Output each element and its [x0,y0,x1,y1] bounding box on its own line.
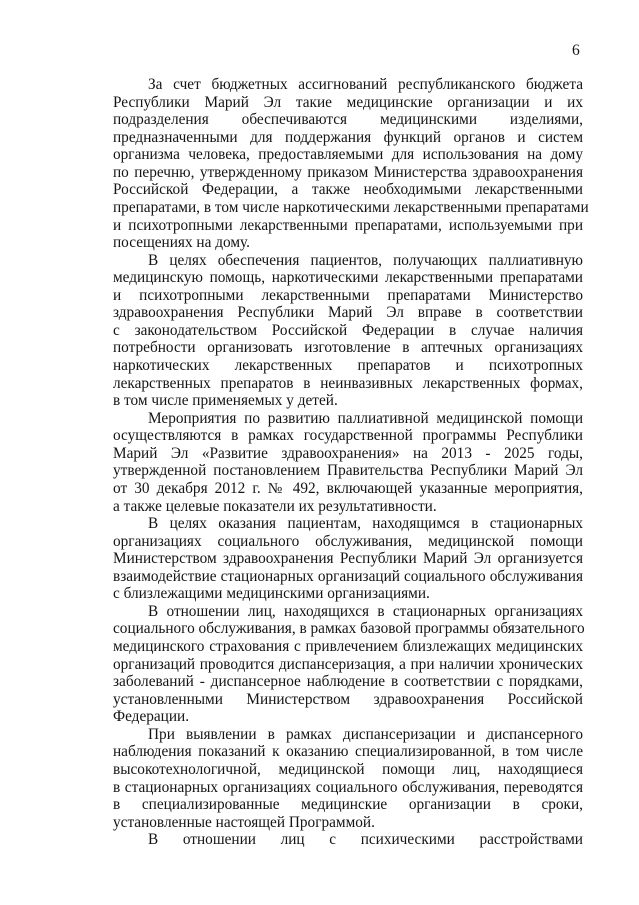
text-line: В отношении лиц с психическими расстройствами [148,831,583,849]
paragraph [113,603,583,726]
text-line: Российской Федерации, а также необходимыми лекарственными [113,181,583,199]
text-line: потребности организовать изготовление в аптечных организациях [113,339,583,357]
text-line: организаций проводится диспансеризация, а при наличии хронических [113,655,583,673]
text-line: медицинского страхования с привлечением близлежащих медицинских [113,638,583,655]
text-line: медицинскую помощь, наркотическими лекарственными препаратами [113,269,583,287]
text-line: а также целевые показатели их результативности. [113,497,437,515]
text-line: взаимодействие стационарных организаций социального обслуживания [113,567,583,585]
text-line: в том числе применяемых у детей. [113,392,338,410]
text-line: посещениях на дому. [113,234,250,252]
text-line: Министерством здравоохранения Республики Марий Эл организуется [113,550,583,568]
text-line: Республики Марий Эл такие медицинские организации и их [113,93,583,111]
text-line: по перечню, утвержденному приказом Министерства здравоохранения [113,163,583,181]
text-line: осуществляются в рамках государственной программы Республики [113,427,583,445]
text-line: социального обслуживания, в рамках базовой программы обязательного [113,620,585,638]
text-line: и психотропными лекарственными препаратами, используемыми при [113,216,583,234]
text-line: Марий Эл «Развитие здравоохранения» на 2013 - 2025 годы, [113,444,583,462]
text-line: от 30 декабря 2012 г. № 492, включающей указанные мероприятия, [113,479,583,497]
text-line: и психотропными лекарственными препаратами Министерство [113,286,583,304]
text-line: в стационарных организациях социального обслуживания, переводятся [113,778,583,796]
page-number: 6 [572,42,580,59]
text-line: наркотических лекарственных препаратов и психотропных [113,357,583,374]
text-line: препаратами, в том числе наркотическими лекарственными препаратами [113,198,589,216]
text-line: За счет бюджетных ассигнований республиканского бюджета [148,76,583,93]
text-line: лекарственных препаратов в неинвазивных лекарственных формах, [113,374,583,392]
paragraph [113,515,583,603]
text-line: подразделения обеспечиваются медицинскими изделиями, [113,111,583,129]
paragraph [113,252,583,410]
text-line: наблюдения показаний к оказанию специализированной, в том числе [113,743,583,761]
text-line: В целях обеспечения пациентов, получающих паллиативную [148,251,583,269]
paragraph [113,410,583,515]
text-line: с близлежащими медицинскими организациями. [113,585,430,603]
text-line: организма человека, предоставляемыми для использования на дому [113,146,583,164]
text-line: в специализированные медицинские организации в сроки, [113,796,583,814]
text-line: с законодательством Российской Федерации в случае наличия [113,321,583,339]
document-body [113,76,589,849]
text-line: установленными Министерством здравоохранения Российской [113,690,583,708]
paragraph [113,76,589,252]
text-line: Федерации. [113,708,190,726]
text-line: высокотехнологичной, медицинской помощи лиц, находящиеся [113,760,583,778]
paragraph [113,831,583,849]
text-line: При выявлении в рамках диспансеризации и диспансерного [148,725,583,743]
text-line: В целях оказания пациентам, находящимся в стационарных [148,515,583,533]
text-line: утвержденной постановлением Правительства Республики Марий Эл [113,462,583,480]
text-line: установленные настоящей Программой. [113,813,375,831]
text-line: предназначенными для поддержания функций органов и систем [113,128,583,146]
text-line: организациях социального обслуживания, медицинской помощи [113,532,583,550]
paragraph [113,726,583,831]
text-line: заболеваний - диспансерное наблюдение в соответствии с порядками, [113,673,583,691]
text-line: Мероприятия по развитию паллиативной медицинской помощи [148,409,583,427]
text-line: здравоохранения Республики Марий Эл вправе в соответствии [113,304,583,322]
text-line: В отношении лиц, находящихся в стационарных организациях [148,602,583,620]
